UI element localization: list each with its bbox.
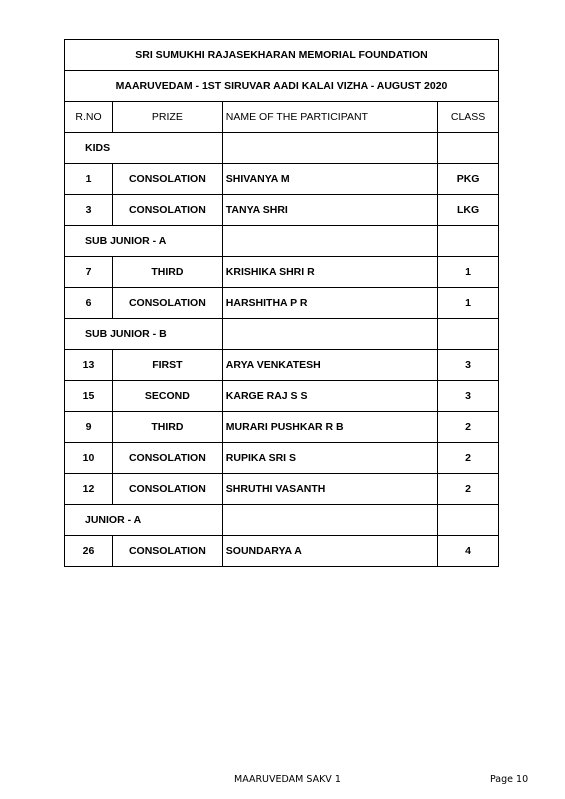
prize-cell: SECOND <box>112 381 222 412</box>
table-row <box>65 195 499 226</box>
foundation-title: SRI SUMUKHI RAJASEKHARAN MEMORIAL FOUNDATION <box>65 40 499 71</box>
prize-cell: CONSOLATION <box>112 195 222 226</box>
table-row <box>65 257 499 288</box>
col-prize-header: PRIZE <box>112 102 222 133</box>
event-title: MAARUVEDAM - 1ST SIRUVAR AADI KALAI VIZHA - AUGUST 2020 <box>65 71 499 102</box>
rno-cell: 10 <box>65 443 113 474</box>
class-cell: 2 <box>438 443 499 474</box>
class-cell: 3 <box>438 350 499 381</box>
section-row <box>65 319 499 350</box>
class-cell: 3 <box>438 381 499 412</box>
footer-doc-name: MAARUVEDAM SAKV 1 <box>234 774 341 785</box>
name-cell: SHIVANYA M <box>222 164 437 195</box>
col-name-header: NAME OF THE PARTICIPANT <box>222 102 437 133</box>
empty-cell <box>438 226 499 257</box>
name-cell: HARSHITHA P R <box>222 288 437 319</box>
table-row <box>65 443 499 474</box>
prize-cell: THIRD <box>112 412 222 443</box>
class-cell: 2 <box>438 412 499 443</box>
table-row <box>65 288 499 319</box>
section-row <box>65 133 499 164</box>
rno-cell: 6 <box>65 288 113 319</box>
empty-cell <box>222 319 437 350</box>
class-cell: 1 <box>438 288 499 319</box>
prize-cell: FIRST <box>112 350 222 381</box>
prize-cell: CONSOLATION <box>112 288 222 319</box>
class-cell: 1 <box>438 257 499 288</box>
class-cell: 4 <box>438 536 499 567</box>
section-title: SUB JUNIOR - A <box>65 226 223 257</box>
section-title: SUB JUNIOR - B <box>65 319 223 350</box>
col-rno-header: R.NO <box>65 102 113 133</box>
name-cell: TANYA SHRI <box>222 195 437 226</box>
name-cell: ARYA VENKATESH <box>222 350 437 381</box>
prize-cell: CONSOLATION <box>112 443 222 474</box>
class-cell: LKG <box>438 195 499 226</box>
prize-cell: THIRD <box>112 257 222 288</box>
col-class-header: CLASS <box>438 102 499 133</box>
prize-cell: CONSOLATION <box>112 164 222 195</box>
table-row <box>65 381 499 412</box>
name-cell: KARGE RAJ S S <box>222 381 437 412</box>
table-row <box>65 474 499 505</box>
page-number: Page 10 <box>490 774 529 785</box>
section-title: JUNIOR - A <box>65 505 223 536</box>
prize-cell: CONSOLATION <box>112 536 222 567</box>
class-cell: PKG <box>438 164 499 195</box>
table-row <box>65 164 499 195</box>
table-row <box>65 350 499 381</box>
results-table <box>64 39 499 567</box>
name-cell: SOUNDARYA A <box>222 536 437 567</box>
table-row <box>65 412 499 443</box>
prize-cell: CONSOLATION <box>112 474 222 505</box>
empty-cell <box>222 133 437 164</box>
empty-cell <box>438 505 499 536</box>
name-cell: RUPIKA SRI S <box>222 443 437 474</box>
rno-cell: 1 <box>65 164 113 195</box>
rno-cell: 9 <box>65 412 113 443</box>
rno-cell: 7 <box>65 257 113 288</box>
empty-cell <box>222 226 437 257</box>
empty-cell <box>438 133 499 164</box>
section-row <box>65 505 499 536</box>
rno-cell: 15 <box>65 381 113 412</box>
class-cell: 2 <box>438 474 499 505</box>
rno-cell: 12 <box>65 474 113 505</box>
section-title: KIDS <box>65 133 223 164</box>
empty-cell <box>438 319 499 350</box>
name-cell: SHRUTHI VASANTH <box>222 474 437 505</box>
table-row <box>65 536 499 567</box>
rno-cell: 3 <box>65 195 113 226</box>
section-row <box>65 226 499 257</box>
column-header-row <box>65 102 499 133</box>
empty-cell <box>222 505 437 536</box>
rno-cell: 13 <box>65 350 113 381</box>
rno-cell: 26 <box>65 536 113 567</box>
name-cell: KRISHIKA SHRI R <box>222 257 437 288</box>
name-cell: MURARI PUSHKAR R B <box>222 412 437 443</box>
